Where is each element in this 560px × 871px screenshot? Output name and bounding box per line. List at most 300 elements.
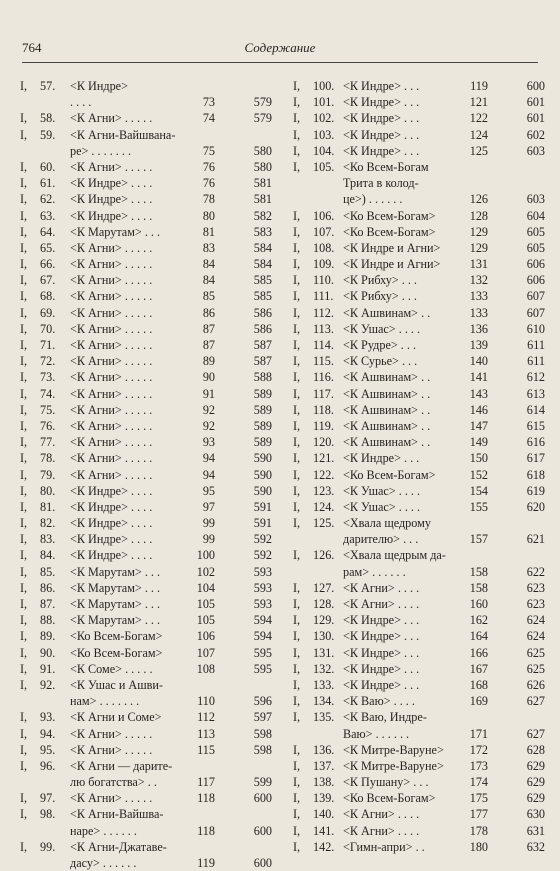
entry-comment-page: 631 — [526, 823, 545, 838]
entry-number: 123. — [313, 483, 335, 498]
entry-title-line: <К Агни> . . . . — [343, 807, 420, 822]
entry-comment-page: 590 — [253, 483, 272, 498]
entry-number: 89. — [40, 629, 56, 644]
toc-entry — [20, 677, 278, 693]
toc-entry — [20, 806, 278, 822]
entry-text-page: 128 — [469, 208, 488, 223]
toc-entry — [293, 774, 551, 790]
toc-entry — [20, 353, 278, 369]
entry-number: 88. — [40, 613, 56, 628]
entry-book: I, — [20, 532, 28, 547]
entry-title-line: <К Ваю> . . . . — [343, 694, 415, 709]
entry-book: I, — [293, 289, 301, 304]
entry-comment-page: 581 — [253, 192, 272, 207]
entry-book: I, — [20, 839, 28, 854]
entry-title-line: <К Ашвинам> . . — [343, 305, 431, 320]
entry-title-line: <Хвала щедрому — [343, 516, 431, 531]
entry-number: 57. — [40, 79, 56, 93]
entry-number: 134. — [313, 694, 335, 709]
entry-number: 135. — [313, 710, 335, 725]
entry-number: 107. — [313, 224, 335, 239]
entry-number: 109. — [313, 257, 335, 272]
entry-comment-page: 601 — [526, 111, 545, 126]
entry-comment-page: 627 — [526, 726, 545, 741]
entry-number: 96. — [40, 758, 56, 773]
entry-title-line: <К Агни и Соме> — [70, 710, 162, 725]
entry-text-page: 92 — [202, 418, 215, 433]
entry-number: 139. — [313, 791, 335, 806]
entry-text-page: 112 — [197, 710, 215, 725]
toc-entry — [293, 547, 551, 563]
entry-number: 130. — [313, 629, 335, 644]
entry-title-line: <К Индре> . . . — [343, 143, 420, 158]
entry-text-page: 164 — [469, 629, 488, 644]
entry-book: I, — [293, 823, 301, 838]
entry-text-page: 169 — [469, 694, 488, 709]
entry-comment-page: 607 — [526, 305, 545, 320]
entry-comment-page: 606 — [526, 257, 545, 272]
toc-entry — [293, 823, 551, 839]
entry-comment-page: 600 — [253, 823, 272, 838]
entry-text-page: 76 — [202, 159, 215, 174]
entry-comment-page: 587 — [253, 354, 272, 369]
entry-number: 90. — [40, 645, 56, 660]
entry-number: 140. — [313, 807, 335, 822]
toc-entry — [20, 661, 278, 677]
toc-entry-continuation — [20, 855, 278, 871]
entry-title-line: <К Агни> . . . . . — [70, 435, 153, 450]
entry-number: 114. — [313, 338, 334, 352]
toc-entry — [293, 661, 551, 677]
entry-number: 76. — [40, 418, 56, 433]
toc-entry — [20, 758, 278, 774]
entry-text-page: 129 — [469, 224, 488, 239]
entry-text-page: 113 — [197, 726, 215, 741]
entry-book: I, — [20, 208, 28, 223]
entry-book: I, — [20, 451, 28, 466]
entry-title-line: <К Агни> . . . . . — [70, 111, 153, 126]
entry-book: I, — [20, 677, 28, 692]
entry-comment-page: 594 — [253, 613, 272, 628]
entry-title-line: <К Агни> . . . . . — [70, 354, 153, 369]
toc-entry — [293, 758, 551, 774]
page-number: 764 — [22, 40, 42, 55]
entry-title-line: <К Митре-Варуне> — [343, 758, 444, 773]
entry-number: 68. — [40, 289, 56, 304]
toc-entry — [20, 645, 278, 661]
toc-entry — [20, 450, 278, 466]
entry-title-line: <К Индре> . . . . — [70, 532, 153, 547]
entry-book: I, — [293, 613, 301, 628]
entry-book: I, — [20, 499, 28, 514]
entry-book: I, — [293, 321, 301, 336]
entry-number: 124. — [313, 499, 335, 514]
entry-comment-page: 584 — [253, 240, 272, 255]
entry-text-page: 89 — [202, 354, 215, 369]
entry-number: 60. — [40, 159, 56, 174]
entry-comment-page: 607 — [526, 289, 545, 304]
entry-number: 122. — [313, 467, 335, 482]
entry-title-line: . . . . — [70, 95, 92, 110]
entry-number: 138. — [313, 775, 335, 790]
entry-comment-page: 593 — [253, 580, 272, 595]
entry-book: I, — [293, 79, 301, 93]
entry-number: 95. — [40, 742, 56, 757]
entry-number: 67. — [40, 273, 56, 288]
entry-comment-page: 598 — [253, 742, 272, 757]
entry-number: 58. — [40, 111, 56, 126]
entry-title-line: <К Марутам> . . . — [70, 597, 161, 611]
entry-book: I, — [20, 338, 28, 352]
entry-number: 133. — [313, 677, 335, 692]
entry-text-page: 78 — [202, 192, 215, 207]
entry-text-page: 154 — [469, 483, 488, 498]
toc-entry — [293, 224, 551, 240]
entry-comment-page: 579 — [253, 111, 272, 126]
entry-title-line: <К Индре> . . . . — [70, 548, 153, 563]
entry-text-page: 119 — [470, 79, 488, 93]
entry-book: I, — [20, 580, 28, 595]
entry-text-page: 104 — [196, 580, 215, 595]
entry-text-page: 110 — [197, 694, 215, 709]
entry-number: 113. — [313, 321, 334, 336]
toc-entry — [20, 224, 278, 240]
entry-comment-page: 591 — [253, 516, 272, 531]
entry-comment-page: 621 — [526, 532, 545, 547]
entry-number: 117. — [313, 386, 334, 401]
entry-title-line: <Ко Всем-Богам> — [343, 208, 436, 223]
entry-text-page: 105 — [196, 613, 215, 628]
entry-title-line: <К Индре> . . . — [343, 613, 420, 628]
entry-comment-page: 580 — [253, 143, 272, 158]
entry-title-line: <К Агни> . . . . . — [70, 289, 153, 304]
entry-title-line: <К Марутам> . . . — [70, 580, 161, 595]
entry-comment-page: 628 — [526, 742, 545, 757]
toc-entry — [293, 612, 551, 628]
entry-book: I, — [293, 143, 301, 158]
entry-book: I, — [20, 516, 28, 531]
toc-entry — [20, 369, 278, 385]
entry-book: I, — [293, 580, 301, 595]
entry-text-page: 102 — [196, 564, 215, 579]
entry-number: 92. — [40, 677, 56, 692]
toc-entry-continuation — [293, 175, 551, 191]
entry-number: 99. — [40, 839, 56, 854]
entry-title-line: Ваю> . . . . . . — [343, 726, 410, 741]
toc-entry — [293, 240, 551, 256]
entry-comment-page: 597 — [253, 710, 272, 725]
entry-title-line: <К Рудре> . . . — [343, 338, 417, 352]
entry-comment-page: 599 — [253, 775, 272, 790]
entry-number: 108. — [313, 240, 335, 255]
entry-comment-page: 600 — [253, 791, 272, 806]
entry-comment-page: 620 — [526, 499, 545, 514]
entry-text-page: 136 — [469, 321, 488, 336]
entry-text-page: 99 — [202, 516, 215, 531]
entry-number: 105. — [313, 159, 335, 174]
entry-book: I, — [20, 386, 28, 401]
entry-title-line: <К Агни> . . . . . — [70, 159, 153, 174]
entry-book: I, — [293, 418, 301, 433]
entry-book: I, — [20, 370, 28, 385]
entry-book: I, — [293, 467, 301, 482]
entry-book: I, — [293, 208, 301, 223]
toc-entry — [20, 321, 278, 337]
entry-book: I, — [20, 661, 28, 676]
entry-comment-page: 614 — [526, 402, 545, 417]
toc-entry — [293, 402, 551, 418]
entry-title-line: ре> . . . . . . . — [70, 143, 132, 158]
entry-comment-page: 595 — [253, 645, 272, 660]
entry-number: 78. — [40, 451, 56, 466]
entry-book: I, — [20, 758, 28, 773]
entry-title-line: нам> . . . . . . . — [70, 694, 140, 709]
entry-number: 63. — [40, 208, 56, 223]
toc-entry — [20, 402, 278, 418]
toc-entry — [293, 645, 551, 661]
entry-title-line: <К Агни> . . . . . — [70, 467, 153, 482]
entry-text-page: 73 — [202, 95, 215, 110]
entry-book: I, — [293, 435, 301, 450]
entry-comment-page: 584 — [253, 257, 272, 272]
entry-number: 65. — [40, 240, 56, 255]
entry-number: 104. — [313, 143, 335, 158]
entry-book: I, — [293, 273, 301, 288]
entry-book: I, — [20, 726, 28, 741]
toc-entry — [293, 790, 551, 806]
entry-title-line: <К Индре> . . . — [343, 111, 420, 126]
entry-number: 80. — [40, 483, 56, 498]
toc-entry — [293, 434, 551, 450]
entry-number: 127. — [313, 580, 335, 595]
entry-comment-page: 617 — [526, 451, 545, 466]
entry-number: 118. — [313, 402, 334, 417]
toc-entry — [293, 580, 551, 596]
entry-number: 74. — [40, 386, 56, 401]
entry-text-page: 105 — [196, 597, 215, 611]
toc-entry — [20, 709, 278, 725]
entry-title-line: <К Индре> . . . . — [70, 176, 153, 191]
entry-title-line: <К Агни> . . . . . — [70, 305, 153, 320]
entry-number: 79. — [40, 467, 56, 482]
entry-text-page: 133 — [469, 305, 488, 320]
entry-comment-page: 600 — [526, 79, 545, 93]
entry-text-page: 152 — [469, 467, 488, 482]
entry-comment-page: 622 — [526, 564, 545, 579]
entry-title-line: <К Индре> . . . — [343, 79, 420, 93]
toc-entry — [293, 386, 551, 402]
entry-text-page: 140 — [469, 354, 488, 369]
entry-number: 83. — [40, 532, 56, 547]
entry-book: I, — [293, 95, 301, 110]
toc-entry — [20, 272, 278, 288]
entry-book: I, — [293, 402, 301, 417]
entry-comment-page: 624 — [526, 613, 545, 628]
entry-text-page: 150 — [469, 451, 488, 466]
toc-entry — [293, 353, 551, 369]
entry-book: I, — [20, 742, 28, 757]
entry-title-line: <К Индре> . . . — [343, 95, 420, 110]
toc-entry — [20, 564, 278, 580]
toc-entry-continuation — [293, 726, 551, 742]
entry-text-page: 177 — [469, 807, 488, 822]
entry-text-page: 167 — [469, 661, 488, 676]
entry-book: I, — [293, 758, 301, 773]
entry-text-page: 117 — [197, 775, 215, 790]
entry-title-line: <К Ваю, Индре- — [343, 710, 427, 725]
entry-comment-page: 625 — [526, 661, 545, 676]
entry-book: I, — [293, 775, 301, 790]
entry-book: I, — [20, 597, 28, 611]
entry-text-page: 162 — [469, 613, 488, 628]
entry-text-page: 141 — [469, 370, 488, 385]
entry-number: 93. — [40, 710, 56, 725]
entry-number: 66. — [40, 257, 56, 272]
toc-entry — [20, 580, 278, 596]
entry-title-line: <К Агни> . . . . . — [70, 321, 153, 336]
entry-title-line: <Ко Всем-Богам> — [343, 467, 436, 482]
entry-text-page: 147 — [469, 418, 488, 433]
entry-book: I, — [20, 791, 28, 806]
toc-entry — [293, 709, 551, 725]
entry-comment-page: 585 — [253, 289, 272, 304]
entry-title-line: <К Индре> . . . . — [70, 516, 153, 531]
entry-title-line: <Ко Всем-Богам> — [70, 645, 163, 660]
entry-book: I, — [20, 289, 28, 304]
entry-title-line: лю богатства> . . — [70, 775, 157, 790]
entry-title-line: Трита в колод- — [343, 176, 419, 191]
entry-title-line: <К Ашвинам> . . — [343, 418, 431, 433]
entry-number: 91. — [40, 661, 56, 676]
entry-comment-page: 579 — [253, 95, 272, 110]
entry-number: 82. — [40, 516, 56, 531]
entry-comment-page: 586 — [253, 305, 272, 320]
entry-book: I, — [20, 613, 28, 628]
entry-number: 115. — [313, 354, 334, 369]
entry-text-page: 76 — [202, 176, 215, 191]
entry-book: I, — [20, 435, 28, 450]
entry-comment-page: 629 — [526, 791, 545, 806]
entry-comment-page: 593 — [253, 597, 272, 611]
toc-entry — [20, 612, 278, 628]
toc-entry — [20, 596, 278, 612]
toc-entry — [20, 208, 278, 224]
entry-comment-page: 590 — [253, 451, 272, 466]
entry-book: I, — [293, 127, 301, 142]
entry-title-line: <К Агни> . . . . . — [70, 338, 153, 352]
entry-title-line: <К Агни-Джатаве- — [70, 839, 167, 854]
entry-book: I, — [293, 839, 301, 854]
entry-title-line: наре> . . . . . . — [70, 823, 137, 838]
toc-entry — [293, 418, 551, 434]
entry-title-line: <К Сурье> . . . — [343, 354, 418, 369]
entry-book: I, — [293, 305, 301, 320]
toc-entry — [293, 143, 551, 159]
toc-entry-continuation — [20, 774, 278, 790]
entry-number: 101. — [313, 95, 335, 110]
entry-number: 142. — [313, 839, 335, 854]
entry-title-line: <К Агни> . . . . . — [70, 791, 153, 806]
entry-number: 116. — [313, 370, 334, 385]
entry-comment-page: 589 — [253, 435, 272, 450]
entry-number: 71. — [40, 338, 56, 352]
entry-text-page: 87 — [202, 338, 215, 352]
toc-entry — [293, 337, 551, 353]
entry-comment-page: 596 — [253, 694, 272, 709]
entry-title-line: <К Индре> . . . . — [70, 192, 153, 207]
entry-book: I, — [20, 273, 28, 288]
entry-title-line: <К Агни — дарите- — [70, 758, 173, 773]
toc-entry — [20, 483, 278, 499]
toc-entry — [20, 110, 278, 126]
toc-entry — [20, 240, 278, 256]
entry-title-line: <К Индре> . . . . — [70, 499, 153, 514]
entry-comment-page: 626 — [526, 677, 545, 692]
entry-book: I, — [20, 548, 28, 563]
entry-book: I, — [293, 338, 301, 352]
entry-book: I, — [20, 111, 28, 126]
entry-text-page: 132 — [469, 273, 488, 288]
toc-entry — [293, 305, 551, 321]
entry-comment-page: 586 — [253, 321, 272, 336]
entry-book: I, — [293, 257, 301, 272]
toc-entry — [20, 305, 278, 321]
entry-title-line: <К Агни> . . . . . — [70, 370, 153, 385]
entry-text-page: 166 — [469, 645, 488, 660]
entry-book: I, — [293, 548, 301, 563]
entry-title-line: <К Рибху> . . . — [343, 289, 417, 304]
entry-book: I, — [20, 321, 28, 336]
entry-book: I, — [293, 386, 301, 401]
toc-entry — [293, 127, 551, 143]
entry-comment-page: 629 — [526, 775, 545, 790]
toc-entry — [293, 288, 551, 304]
entry-number: 64. — [40, 224, 56, 239]
toc-entry — [293, 256, 551, 272]
toc-entry — [293, 677, 551, 693]
entry-number: 128. — [313, 597, 335, 611]
entry-comment-page: 605 — [526, 224, 545, 239]
entry-book: I, — [293, 807, 301, 822]
entry-title-line: <К Индре и Агни> — [343, 240, 441, 255]
entry-text-page: 146 — [469, 402, 488, 417]
toc-entry — [293, 369, 551, 385]
toc-entry — [20, 434, 278, 450]
entry-title-line: <К Индре> . . . — [343, 451, 420, 466]
entry-book: I, — [20, 192, 28, 207]
entry-book: I, — [293, 451, 301, 466]
entry-text-page: 149 — [469, 435, 488, 450]
toc-entry — [20, 191, 278, 207]
entry-title-line: <К Митре-Варуне> — [343, 742, 444, 757]
entry-number: 61. — [40, 176, 56, 191]
entry-number: 131. — [313, 645, 335, 660]
entry-title-line: <К Агни> . . . . . — [70, 402, 153, 417]
entry-comment-page: 615 — [526, 418, 545, 433]
entry-book: I, — [20, 807, 28, 822]
toc-entry-continuation — [20, 143, 278, 159]
entry-book: I, — [293, 791, 301, 806]
toc-entry — [20, 726, 278, 742]
entry-title-line: <К Ашвинам> . . — [343, 370, 431, 385]
entry-title-line: рам> . . . . . . — [343, 564, 406, 579]
entry-number: 111. — [313, 289, 334, 304]
entry-title-line: <К Индре> . . . . — [70, 208, 153, 223]
entry-comment-page: 605 — [526, 240, 545, 255]
entry-title-line: <К Агни-Вайшва- — [70, 807, 164, 822]
entry-number: 126. — [313, 548, 335, 563]
entry-number: 120. — [313, 435, 335, 450]
